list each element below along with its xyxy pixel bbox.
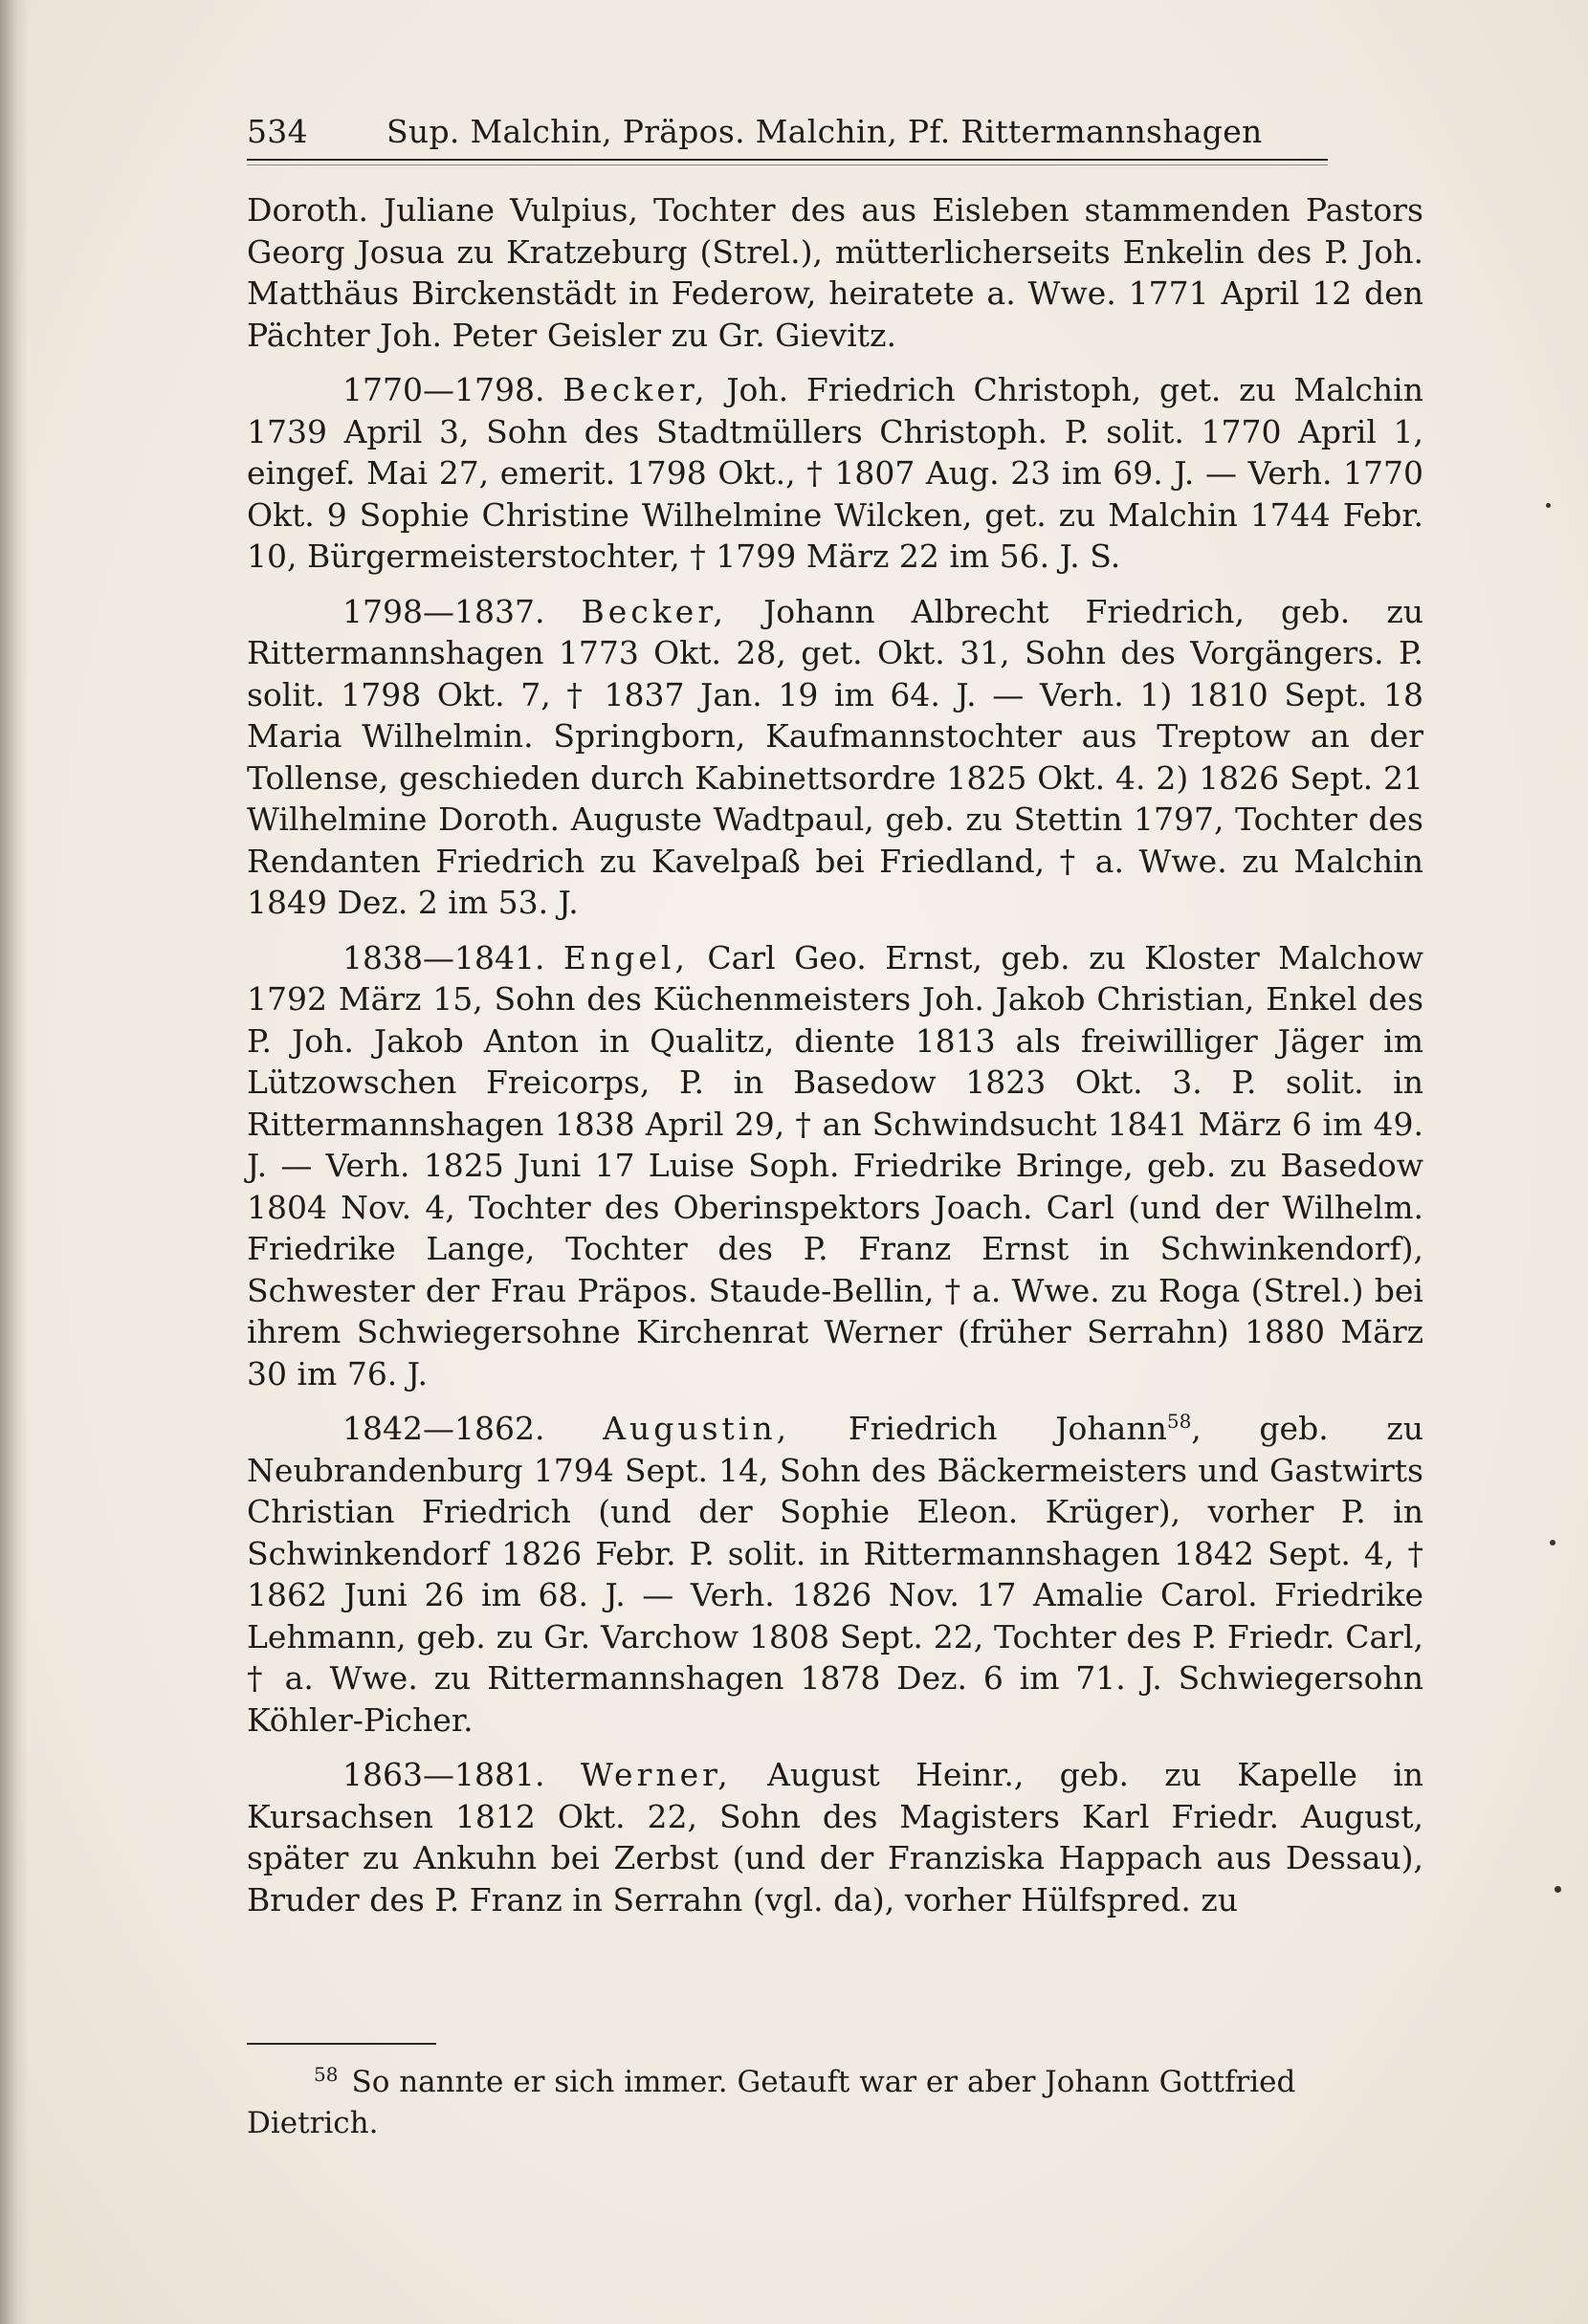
running-title: Sup. Malchin, Präpos. Malchin, Pf. Rittermannshagen (386, 113, 1263, 150)
entry-text: , geb. zu Neubrandenburg 1794 Sept. 14, Sohn des Bäckermeisters und Gastwirts Christian Friedrich (und der Sophie Eleon. Krüger), vorher P. in Schwinkendorf 1826 Febr. P. solit. in Rittermannshagen 1842 Sept. 4, † 1862 Juni 26 im 68. J. — Verh. 1826 Nov. 17 Amalie Carol. Friedrike Lehmann, geb. zu Gr. Varchow 1808 Sept. 22, Tochter des P. Friedr. Carl, † a. Wwe. zu Rittermannshagen 1878 Dez. 6 im 71. J. Schwiegersohn Köhler-Picher. (247, 1410, 1423, 1739)
ink-speck (1546, 503, 1551, 508)
entry-text: Joh. Friedrich Christoph, get. zu Malchin 1739 April 3, Sohn des Stadtmüllers Christoph. P. solit. 1770 April 1, eingef. Mai 27, emerit. 1798 Okt., † 1807 Aug. 23 im 69. J. — Verh. 1770 Okt. 9 Sophie Christine Wilhelmine Wilcken, get. zu Malchin 1744 Febr. 10, Bürgermeisterstochter, † 1799 März 22 im 56. J. S. (247, 371, 1423, 575)
entry-years: 1842—1862. (342, 1410, 545, 1447)
entry-becker-1798 (247, 591, 1423, 924)
entry-text: Johann Albrecht Friedrich, geb. zu Rittermannshagen 1773 Okt. 28, get. Okt. 31, Sohn des Vorgängers. P. solit. 1798 Okt. 7, † 1837 Jan. 19 im 64. J. — Verh. 1) 1810 Sept. 18 Maria Wilhelmin. Springborn, Kaufmannstochter aus Treptow an der Tollense, geschieden durch Kabinettsordre 1825 Okt. 4. 2) 1826 Sept. 21 Wilhelmine Doroth. Auguste Wadtpaul, geb. zu Stettin 1797, Tochter des Rendanten Friedrich zu Kavelpaß bei Friedland, † a. Wwe. zu Malchin 1849 Dez. 2 im 53. J. (247, 592, 1423, 921)
entry-years: 1863—1881. (342, 1756, 545, 1793)
footnote-rule (247, 2043, 436, 2045)
entry-given-names: Friedrich Johann (848, 1410, 1167, 1447)
footnote-reference[interactable]: 58 (1166, 1410, 1192, 1433)
entry-werner-1863 (247, 1754, 1423, 1920)
entry-surname: Augustin, (603, 1410, 791, 1447)
entry-text: August Heinr., geb. zu Kapelle in Kursachsen 1812 Okt. 22, Sohn des Magisters Karl Friedr. August, später zu Ankuhn bei Zerbst (und der Franziska Happach aus Dessau), Bruder des P. Franz in Serrahn (vgl. da), vorher Hülfspred. zu (247, 1756, 1424, 1918)
entry-text: Carl Geo. Ernst, geb. zu Kloster Malchow 1792 März 15, Sohn des Küchenmeisters Joh. Jakob Christian, Enkel des P. Joh. Jakob Anton in Qualitz, diente 1813 als freiwilliger Jäger im Lützowschen Freicorps, P. in Basedow 1823 Okt. 3. P. solit. in Rittermannshagen 1838 April 29, † an Schwindsucht 1841 März 6 im 49. J. — Verh. 1825 Juni 17 Luise Soph. Friedrike Bringe, geb. zu Basedow 1804 Nov. 4, Tochter des Oberinspektors Joach. Carl (und der Wilhelm. Friedrike Lange, Tochter des P. Franz Ernst in Schwinkendorf), Schwester der Frau Präpos. Staude-Bellin, † a. Wwe. zu Roga (Strel.) bei ihrem Schwiegersohne Kirchenrat Werner (früher Serrahn) 1880 März 30 im 76. J. (247, 938, 1424, 1392)
page-number: 534 (247, 113, 308, 150)
page-gutter-shadow (0, 0, 29, 2324)
entry-surname: Becker, (581, 592, 727, 630)
ink-speck (1550, 1540, 1555, 1546)
entry-augustin-1842 (247, 1408, 1423, 1741)
page-body (247, 189, 1423, 1934)
header-rule (247, 159, 1328, 161)
footnote-text: So nannte er sich immer. Getauft war er aber Johann Gottfried Dietrich. (247, 2065, 1296, 2140)
entry-engel-1838 (247, 937, 1423, 1395)
ink-speck (1555, 1886, 1561, 1893)
entry-years: 1798—1837. (342, 592, 545, 630)
entry-years: 1838—1841. (342, 938, 545, 976)
footnote (247, 2062, 1423, 2144)
entry-text: Doroth. Juliane Vulpius, Tochter des aus Eisleben stammenden Pastors Georg Josua zu Kratzeburg (Strel.), mütterlicherseits Enkelin des P. Joh. Matthäus Birckenstädt in Federow, heiratete a. Wwe. 1771 April 12 den Pächter Joh. Peter Geisler zu Gr. Gievitz. (247, 191, 1423, 354)
entry-surname: Engel, (562, 938, 689, 976)
header-rule-thin (247, 164, 1328, 165)
footnote-number: 58 (314, 2062, 339, 2086)
running-header (247, 113, 1328, 159)
entry-surname: Becker, (562, 371, 709, 408)
entry-continuation (247, 189, 1423, 356)
entry-surname: Werner, (580, 1756, 732, 1793)
entry-years: 1770—1798. (342, 371, 545, 408)
entry-becker-1770 (247, 369, 1423, 578)
